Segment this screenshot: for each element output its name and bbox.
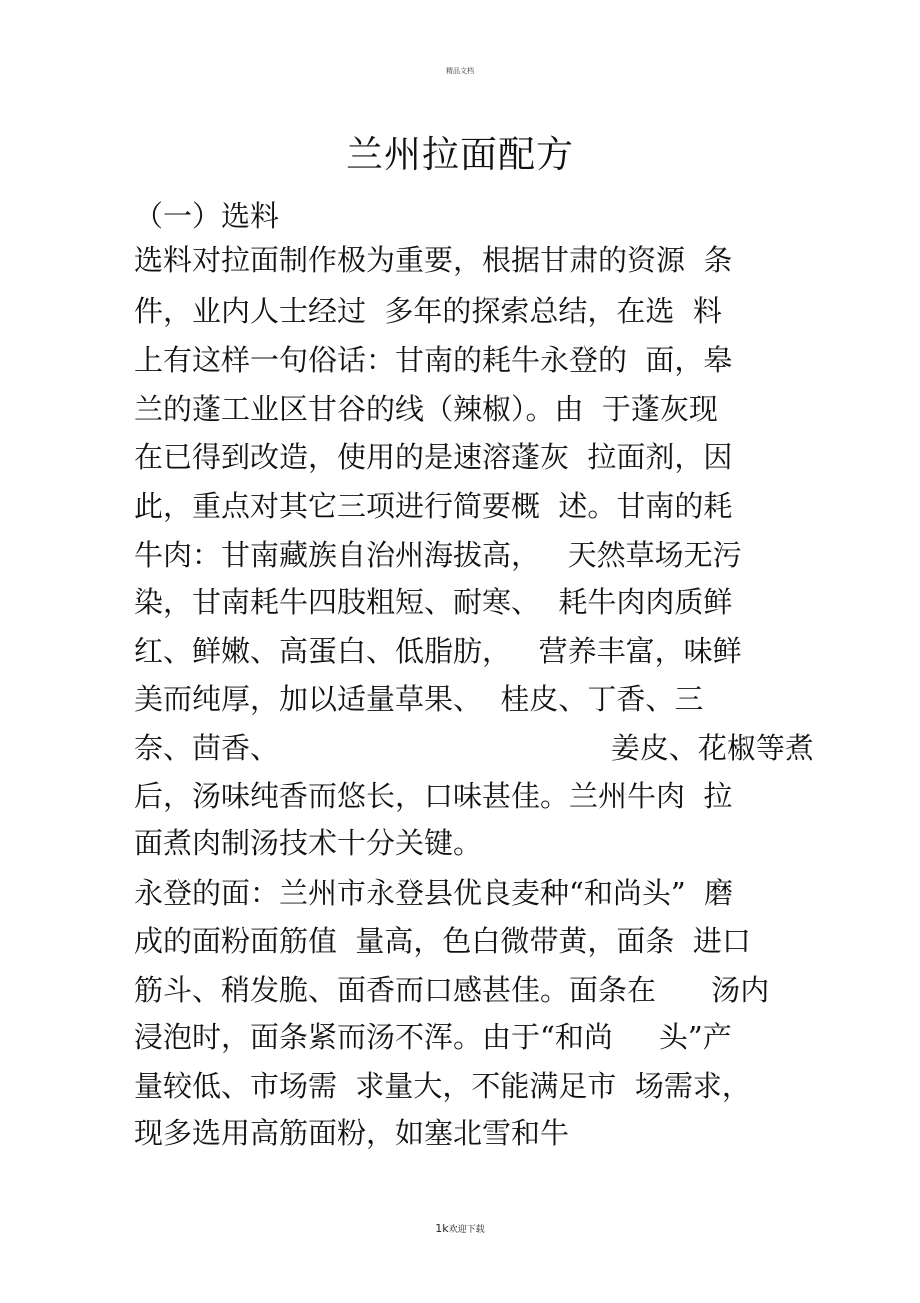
footer-number: 1k: [435, 1222, 449, 1235]
document-title: 兰州拉面配方: [346, 133, 574, 176]
body-line: 在已得到改造，使用的是速溶蓬灰 拉面剂，因: [134, 440, 733, 474]
body-line: 牛肉：甘南藏族自治州海拔高， 天然草场无污: [134, 538, 742, 572]
footer-text: 欢迎下载: [448, 1225, 485, 1235]
body-line: 浸泡时，面条紧而汤不浑。由于“和尚 头”产: [134, 1020, 732, 1054]
body-line: 红、鲜嫩、高蛋白、低脂肪， 营养丰富，味鲜: [134, 634, 742, 668]
body-line: 现多选用高筋面粉，如塞北雪和牛: [134, 1116, 570, 1150]
body-line: 筋斗、稍发脆、面香而口感甚佳。面条在 汤内: [134, 973, 770, 1007]
body-line: 美而纯厚，加以适量草果、 桂皮、丁香、三: [134, 682, 704, 716]
page-header: 精品文档: [446, 67, 474, 75]
section-heading: （一）选料: [134, 199, 280, 233]
body-line: 选料对拉面制作极为重要，根据甘肃的资源 条: [134, 243, 733, 277]
body-line: 量较低、市场需 求量大，不能满足市 场需求，: [134, 1069, 751, 1103]
body-line: 永登的面：兰州市永登县优良麦种“和尚头” 磨: [134, 876, 734, 910]
body-line: 染，甘南耗牛四肢粗短、耐寒、 耗牛肉肉质鲜: [134, 585, 733, 619]
body-line: 成的面粉面筋值 量高，色白微带黄，面条 进口: [134, 924, 751, 958]
body-line: 上有这样一句俗话：甘南的耗牛永登的 面，皋: [134, 343, 733, 377]
body-line: 此，重点对其它三项进行简要概 述。甘南的耗: [134, 489, 733, 523]
body-line: 兰的蓬工业区甘谷的线（辣椒）。由 于蓬灰现: [134, 392, 718, 426]
body-line: 件，业内人士经过 多年的探索总结，在选 料: [134, 294, 722, 328]
page-footer: [0, 1222, 920, 1235]
body-line: 后，汤味纯香而悠长，口味甚佳。兰州牛肉 拉: [134, 779, 733, 813]
body-line: 面煮肉制汤技术十分关键。: [134, 826, 483, 860]
body-line: 奈、茴香、 姜皮、花椒等煮: [134, 731, 814, 765]
